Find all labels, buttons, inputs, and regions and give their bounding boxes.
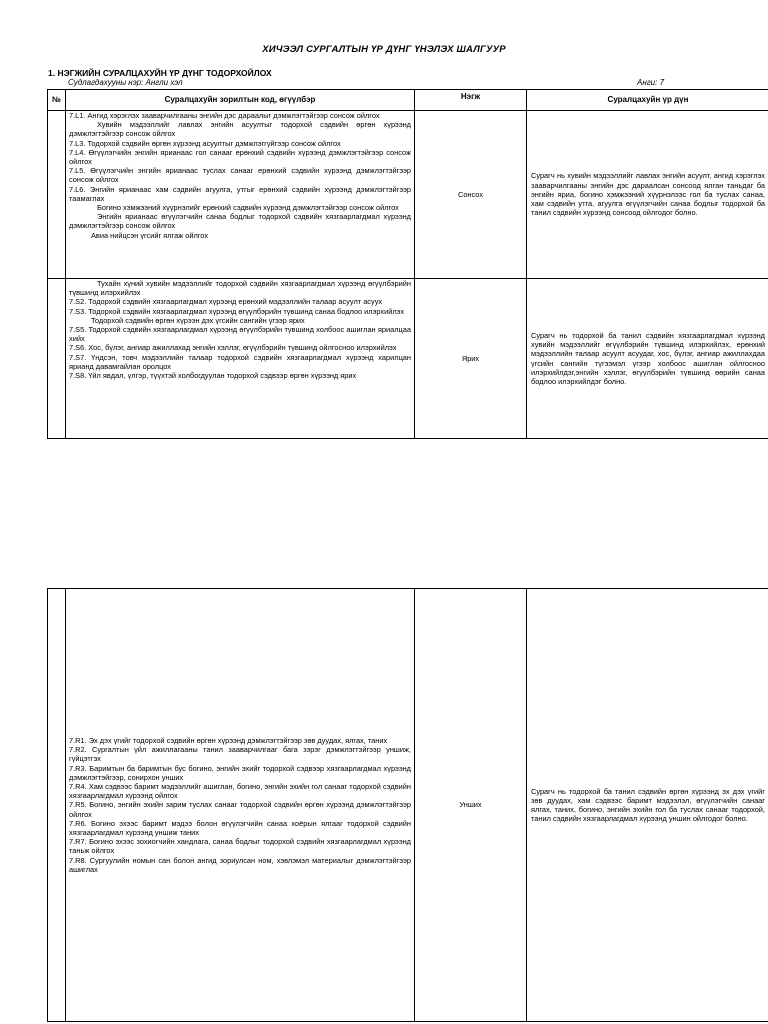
- table-row-speaking: [48, 279, 768, 439]
- header-number: №: [48, 90, 66, 111]
- objective-item: 7.S6. Хос, бүлэг, ангиар ажиллахад энгийн хэллэг, өгүүлбэрийн түвшинд ойлгосноо илэрхийлэх: [69, 343, 397, 353]
- objective-item: Энгийн ярианаас өгүүлэгчийн санаа бодлыг тодорхой сэдвийн хязгаарлагдмал хүрээнд дэмжлэгтэйгээр сонсож ойлгох: [69, 212, 411, 231]
- result-cell: Сурагч нь тодорхой ба танил сэдвийн өргөн хүрээнд эх дэх үгийг зөв дуудах, хам сэдвээс баримт мэдээлэл, өгүүлэгчийн санааг ялгах, таних, богино, энгийн эхийн гол ба туслах санааг тодорхой, танил сэдвийн хязгаарлагдмал хүрээнд уншин ойлгодог болно.: [527, 589, 768, 1022]
- header-objectives: Суралцахуйн зорилтын код, өгүүлбэр: [66, 90, 415, 111]
- result-cell: Сурагч нь тодорхой ба танил сэдвийн хязгаарлагдмал хүрээнд хувийн мэдээллийг өгүүлбэрийн түвшинд илэрхийлэх, ерөнхий мэдээллийн талаар асуулт асуудаг, хос, бүлэг, ангиар ажиллахдаа үгсийн сангийн түгээмэл үгээр холбоос ашиглан ойлгосноо илэрхийлдэг,энгийн хэллэг, өгүүлбэрийн түвшинд өөрийн санаа бодлоо илэрхийлдэг болно.: [527, 279, 768, 439]
- objective-item: 7.L4. Өгүүлэгчийн энгийн ярианаас гол санааг ерөнхий сэдвийн хүрээнд дэмжлэгтэйгээр сонсож ойлгох: [69, 147, 411, 167]
- objective-item: Хувийн мэдээллийг лавлах энгийн асуултыг тодорхой сэдвийн өргөн хүрээнд дэмжлэгтэйгээр сонсож ойлгох: [69, 120, 411, 139]
- objective-item: 7.R6. Богино эхээс баримт мэдээ болон өгүүлэгчийн санаа хоёрын ялгааг тодорхой сэдвийн хязгаарлагдмал хүрээнд уншиж таних: [69, 818, 411, 837]
- objective-item: 7.L5. Өгүүлэгчийн энгийн ярианаас туслах санааг ерөнхий сэдвийн хүрээнд дэмжлэгтэйгээр сонсож ойлгох: [69, 166, 411, 185]
- objective-item: Тухайн хүний хувийн мэдээллийг тодорхой сэдвийн хязгаарлагдмал хүрээнд өгүүлбэрийн түвшинд илэрхийлэх: [69, 279, 411, 298]
- document-title: ХИЧЭЭЛ СУРГАЛТЫН ҮР ДҮНГ ҮНЭЛЭХ ШАЛГУУР: [262, 44, 506, 55]
- header-skill: Нэгж: [415, 90, 527, 111]
- section-title: 1. НЭГЖИЙН СУРАЛЦАХУЙН ҮР ДҮНГ ТОДОРХОЙЛОХ: [48, 68, 272, 78]
- objectives-cell: [66, 111, 415, 279]
- table-row-reading: [48, 589, 768, 1022]
- objective-item: 7.S7. Үндсэн, товч мэдээллийн талаар тодорхой сэдвийн хязгаарлагдмал хүрээнд харилцан ярианд давамгайлан оролцох: [69, 352, 411, 371]
- row-number-cell: [48, 279, 66, 439]
- objective-item: 7.R2. Сургалтын үйл ажиллагааны танил зааварчилгааг бага зэрэг дэмжлэгтэйгээр уншиж, гүйцэтгэх: [69, 745, 411, 764]
- header-result: Суралцахуйн үр дүн: [527, 90, 768, 111]
- subject-name-line: Судлагдахууны нэр: Англи хэл: [68, 78, 183, 87]
- skill-cell: Унших: [415, 589, 527, 1022]
- objective-item: 7.R7. Богино эхээс зохиогчийн хандлага, санаа бодлыг тодорхой сэдвийн хязгаарлагдмал хүрээнд таньж ойлгох: [69, 837, 411, 856]
- objective-item: Авиа нийцсэн үгсийг ялгаж ойлгох: [91, 230, 209, 240]
- objective-item: 7.S3. Тодорхой сэдвийн хязгаарлагдмал хүрээнд өгүүлбэрийн түвшинд санаа бодлоо илэрхийлэх: [69, 306, 405, 316]
- objective-item: 7.R4. Хам сэдвээс баримт мэдээллийг ашиглан, богино, энгийн эхийн гол санааг тодорхой сэдвийн хязгаарлагдмал хүрээнд ойлгох: [69, 781, 411, 801]
- objectives-cell: [66, 589, 415, 1022]
- skill-cell: Ярих: [415, 279, 527, 439]
- objective-item: 7.R3. Баримтын ба баримтын бус богино, энгийн эхийг тодорхой сэдвээр хязгаарлагдмал хүрээнд дэмжлэгтэйгээр, сонирхон унших: [69, 763, 411, 782]
- table-row-listening: [48, 111, 768, 279]
- objective-item: 7.R8. Сургуулийн номын сан болон ангид зориулсан ном, хэвлэмэл материалыг дэмжлэгтэйгээр ашиглах: [69, 855, 411, 874]
- table-header-row: [48, 90, 768, 111]
- objective-item: 7.R1. Эх дэх үгийг тодорхой сэдвийн өргөн хүрээнд дэмжлэгтэйгээр зөв дуудах, ялгах, таних: [69, 735, 388, 745]
- objective-item: Богино хэмжээний хүүрнэлийг ерөнхий сэдвийн хүрээнд дэмжлэгтэйгээр сонсож ойлгох: [97, 203, 399, 213]
- row-number-cell: [48, 111, 66, 279]
- objectives-cell: [66, 279, 415, 439]
- result-cell: Сурагч нь хувийн мэдээллийг лавлах энгийн асуулт, ангид хэрэглэх зааварчилгааны энгийн дэс дараалсан сонсоод ялган таньдаг ба энгийн яриа, богино хэмжээний хүүрнэлээс гол ба туслах санаа, хам сэдвийн утга, агуулга өгүүлэгчийн санаа бодлыг тодорхой ба танил сэдвийн хүрээнд сонсоод ойлгодог болно.: [527, 111, 768, 279]
- objective-item: 7.L3. Тодорхой сэдвийн өргөн хүрээнд асуултыг дэмжлэггүйгээр сонсож ойлгох: [69, 138, 341, 148]
- objective-item: 7.S2. Тодорхой сэдвийн хязгаарлагдмал хүрээнд ерөнхий мэдээллийн талаар асуулт асуух: [69, 297, 383, 307]
- objective-item: 7.L1. Ангид хэрэглэх зааварчилгааны энгийн дэс дараалыг дэмжлэгтэйгээр сонсож ойлгох: [69, 111, 380, 120]
- grade-line: Анги: 7: [637, 78, 665, 87]
- learning-outcomes-table: [47, 89, 768, 439]
- row-number-cell: [48, 589, 66, 1022]
- objective-item: Тодорхой сэдвийн өргөн хүрээн дэх үгсийн сангийн үгээр ярих: [91, 315, 305, 325]
- objective-item: 7.L6. Энгийн ярианаас хам сэдвийн агуулга, утгыг ерөнхий сэдвийн хүрээнд дэмжлэгтэйгээр таамаглах: [69, 184, 411, 203]
- learning-outcomes-table-continued: [47, 588, 768, 1022]
- skill-cell: Сонсох: [415, 111, 527, 279]
- objective-item: 7.S8. Үйл явдал, үлгэр, түүхтэй холбогдуулан тодорхой сэдвээр өргөн хүрээнд ярих: [69, 371, 357, 381]
- objective-item: 7.S5. Тодорхой сэдвийн хязгаарлагдмал хүрээнд өгүүлбэрийн түвшинд холбоос ашиглан яриалцаа хийх: [69, 325, 411, 344]
- objective-item: 7.R5. Богино, энгийн эхийн зарим туслах санааг тодорхой сэдвийн өргөн хүрээнд дэмжлэгтэйгээр ойлгох: [69, 800, 411, 819]
